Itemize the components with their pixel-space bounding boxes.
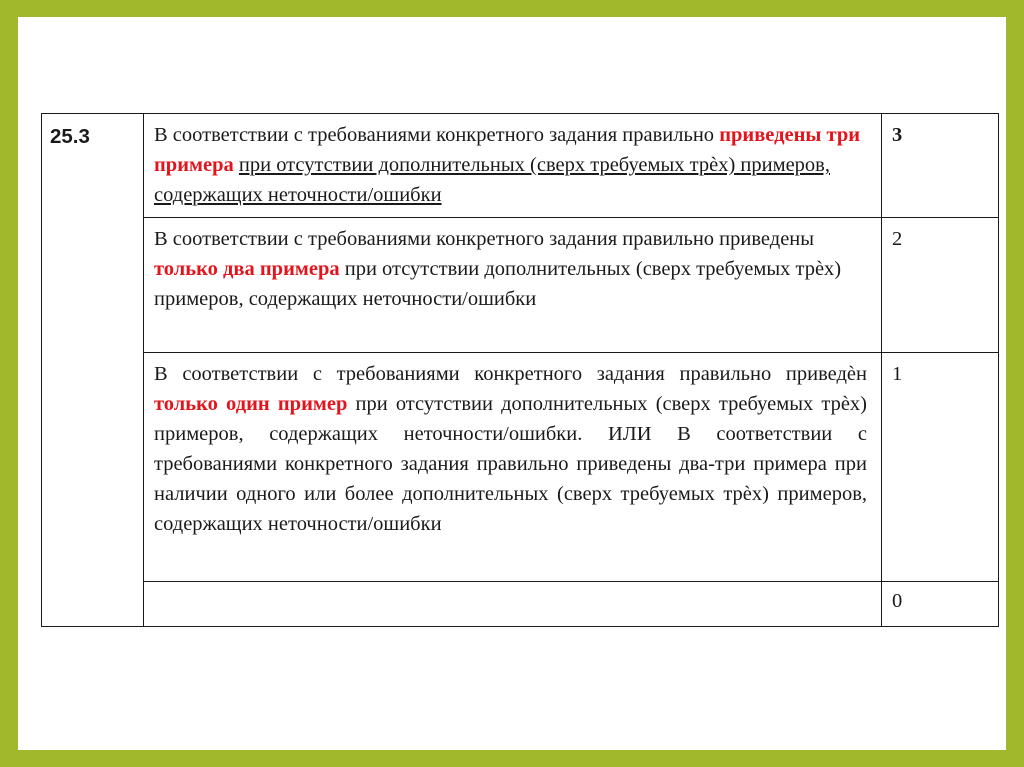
slide bbox=[18, 17, 1006, 750]
text-segment: при отсутствии дополнительных (сверх требуемых трѐх) примеров, содержащих неточности/ошибки. ИЛИ В соответствии с требованиями конкретного задания правильно приведены два-три примера при наличии одного или более дополнительных (сверх требуемых трѐх) примеров, содержащих неточности/ошибки bbox=[154, 393, 867, 535]
criteria-row-3 bbox=[42, 114, 999, 218]
text-segment: при отсутствии дополнительных (сверх требуемых трѐх) примеров, содержащих неточности/ошибки bbox=[154, 258, 842, 310]
score-cell: 2 bbox=[882, 218, 999, 353]
criteria-text-empty bbox=[144, 582, 882, 627]
text-segment: В соответствии с требованиями конкретного задания правильно приведены bbox=[154, 228, 815, 250]
criteria-text bbox=[144, 218, 882, 353]
criteria-text bbox=[144, 353, 882, 582]
criteria-text bbox=[144, 114, 882, 218]
criteria-row-2 bbox=[42, 218, 999, 353]
criteria-row-0 bbox=[42, 582, 999, 627]
score-cell: 3 bbox=[882, 114, 999, 218]
criteria-row-1 bbox=[42, 353, 999, 582]
criteria-table bbox=[41, 113, 999, 627]
highlight-text: только два примера bbox=[154, 258, 340, 280]
underlined-text: при отсутствии дополнительных (сверх требуемых трѐх) примеров, содержащих неточности/ошибки bbox=[154, 154, 830, 206]
score-cell: 1 bbox=[882, 353, 999, 582]
highlight-text: только один пример bbox=[154, 393, 348, 415]
highlight-text: приведены три примера bbox=[154, 124, 861, 176]
score-cell: 0 bbox=[882, 582, 999, 627]
text-segment: В соответствии с требованиями конкретного задания правильно bbox=[154, 124, 720, 146]
task-number: 25.3 bbox=[42, 114, 144, 627]
text-segment: В соответствии с требованиями конкретного задания правильно приведѐн bbox=[154, 363, 867, 385]
